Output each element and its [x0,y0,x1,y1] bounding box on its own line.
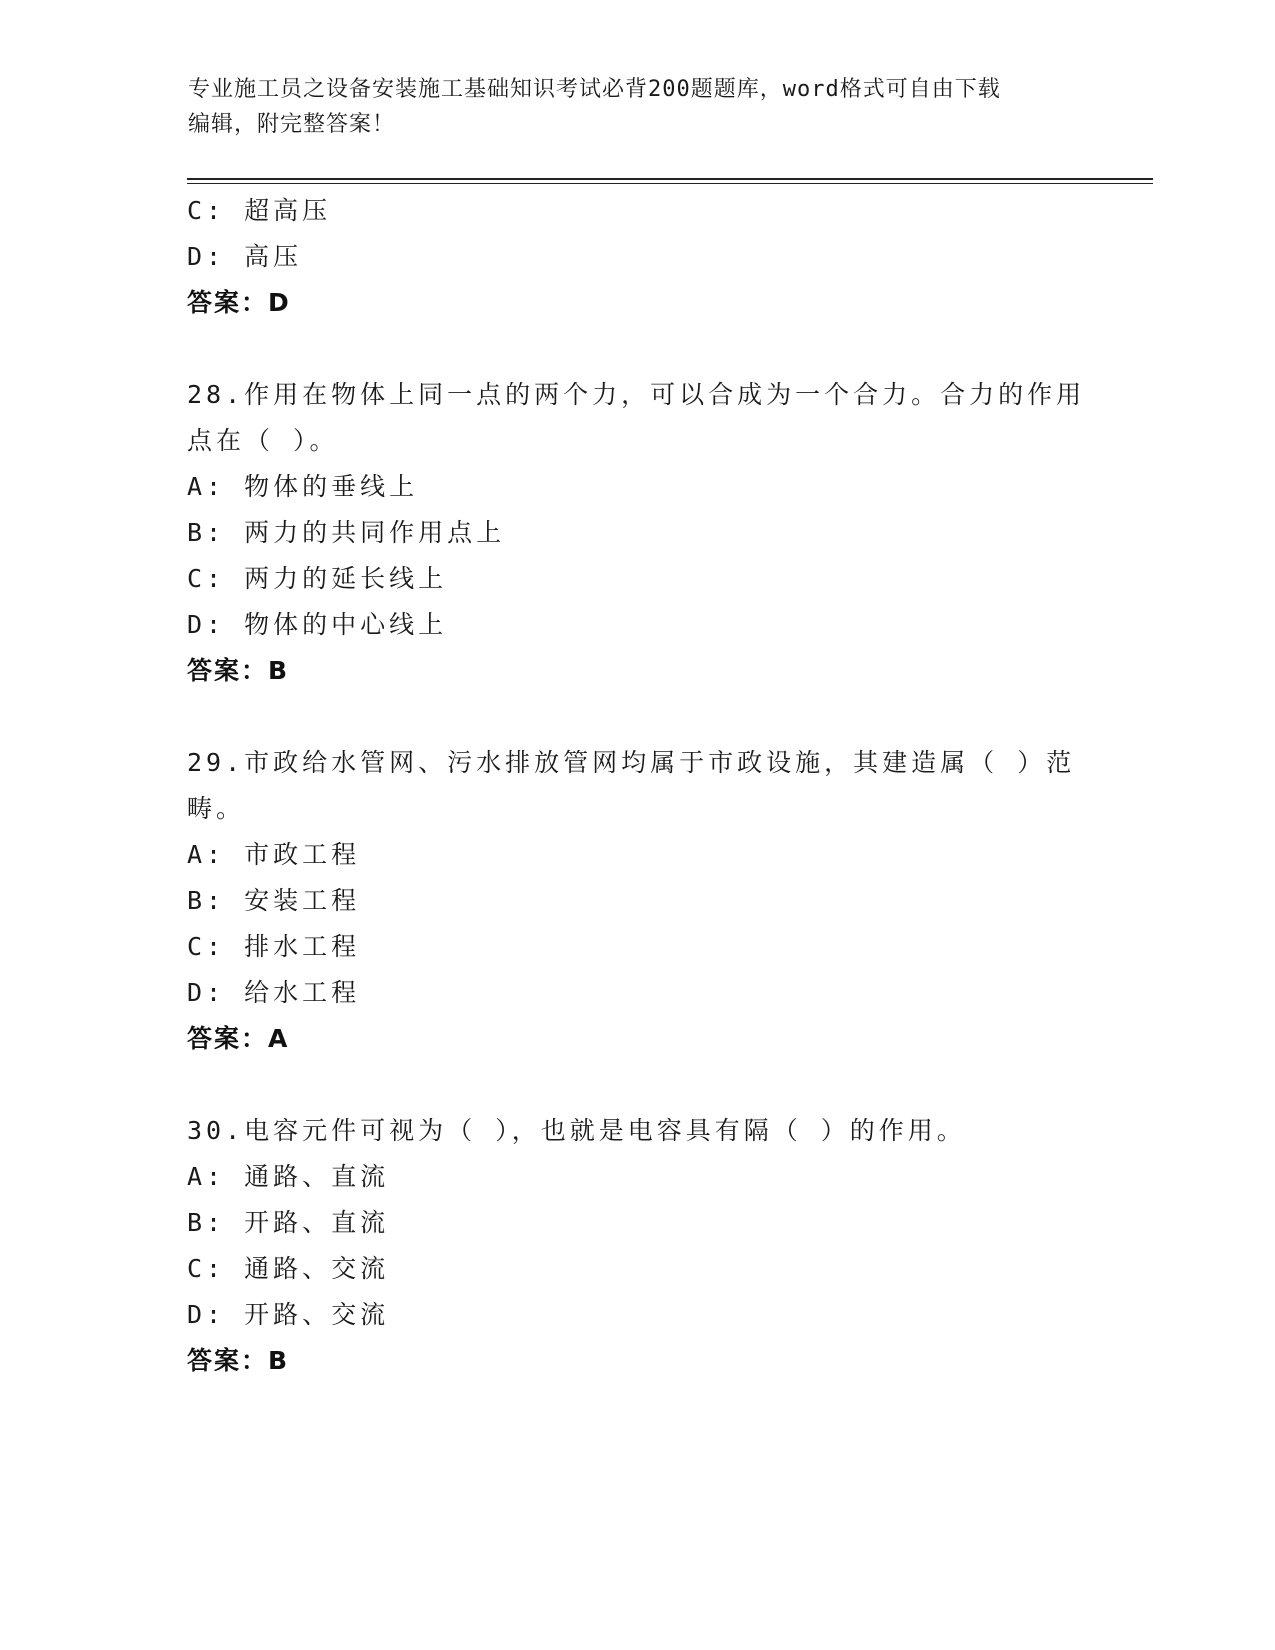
option-a: A: 物体的垂线上 [187,472,419,501]
prev-question-fragment [187,188,1087,326]
question-list [187,188,1087,1384]
question-stem-line: 28.作用在物体上同一点的两个力，可以合成为一个合力。合力的作用 [187,380,1086,409]
question-28 [187,372,1087,694]
question-gap [187,1062,1087,1108]
option-d: D: 给水工程 [187,978,361,1007]
header-divider-thin [187,183,1153,184]
question-stem-line: 30.电容元件可视为（ ），也就是电容具有隔（ ）的作用。 [187,1116,966,1145]
answer-line: 答案：A [187,1024,290,1053]
header-line-1: 专业施工员之设备安装施工基础知识考试必背200题题库，word格式可自由下载 [188,77,1001,102]
option-b: B: 两力的共同作用点上 [187,518,506,547]
option-d: D: 开路、交流 [187,1300,390,1329]
option-c: C: 两力的延长线上 [187,564,448,593]
header-divider-thick [187,178,1153,180]
question-stem-line: 畴。 [187,794,246,823]
option-b: B: 开路、直流 [187,1208,390,1237]
option-d: D: 高压 [187,242,303,271]
option-a: A: 通路、直流 [187,1162,390,1191]
answer-line: 答案：D [187,288,291,317]
question-29 [187,740,1087,1062]
question-stem-line: 29.市政给水管网、污水排放管网均属于市政设施，其建造属（ ）范 [187,748,1076,777]
question-gap [187,694,1087,740]
option-a: A: 市政工程 [187,840,361,869]
option-b: B: 安装工程 [187,886,361,915]
option-c: C: 排水工程 [187,932,361,961]
question-30 [187,1108,1087,1384]
page-header [188,72,1068,142]
question-stem-line: 点在（ ）。 [187,426,339,455]
option-d: D: 物体的中心线上 [187,610,448,639]
option-c: C: 通路、交流 [187,1254,390,1283]
question-gap [187,326,1087,372]
header-line-2: 编辑，附完整答案！ [188,112,396,137]
answer-line: 答案：B [187,656,290,685]
option-c: C: 超高压 [187,196,332,225]
answer-line: 答案：B [187,1346,290,1375]
